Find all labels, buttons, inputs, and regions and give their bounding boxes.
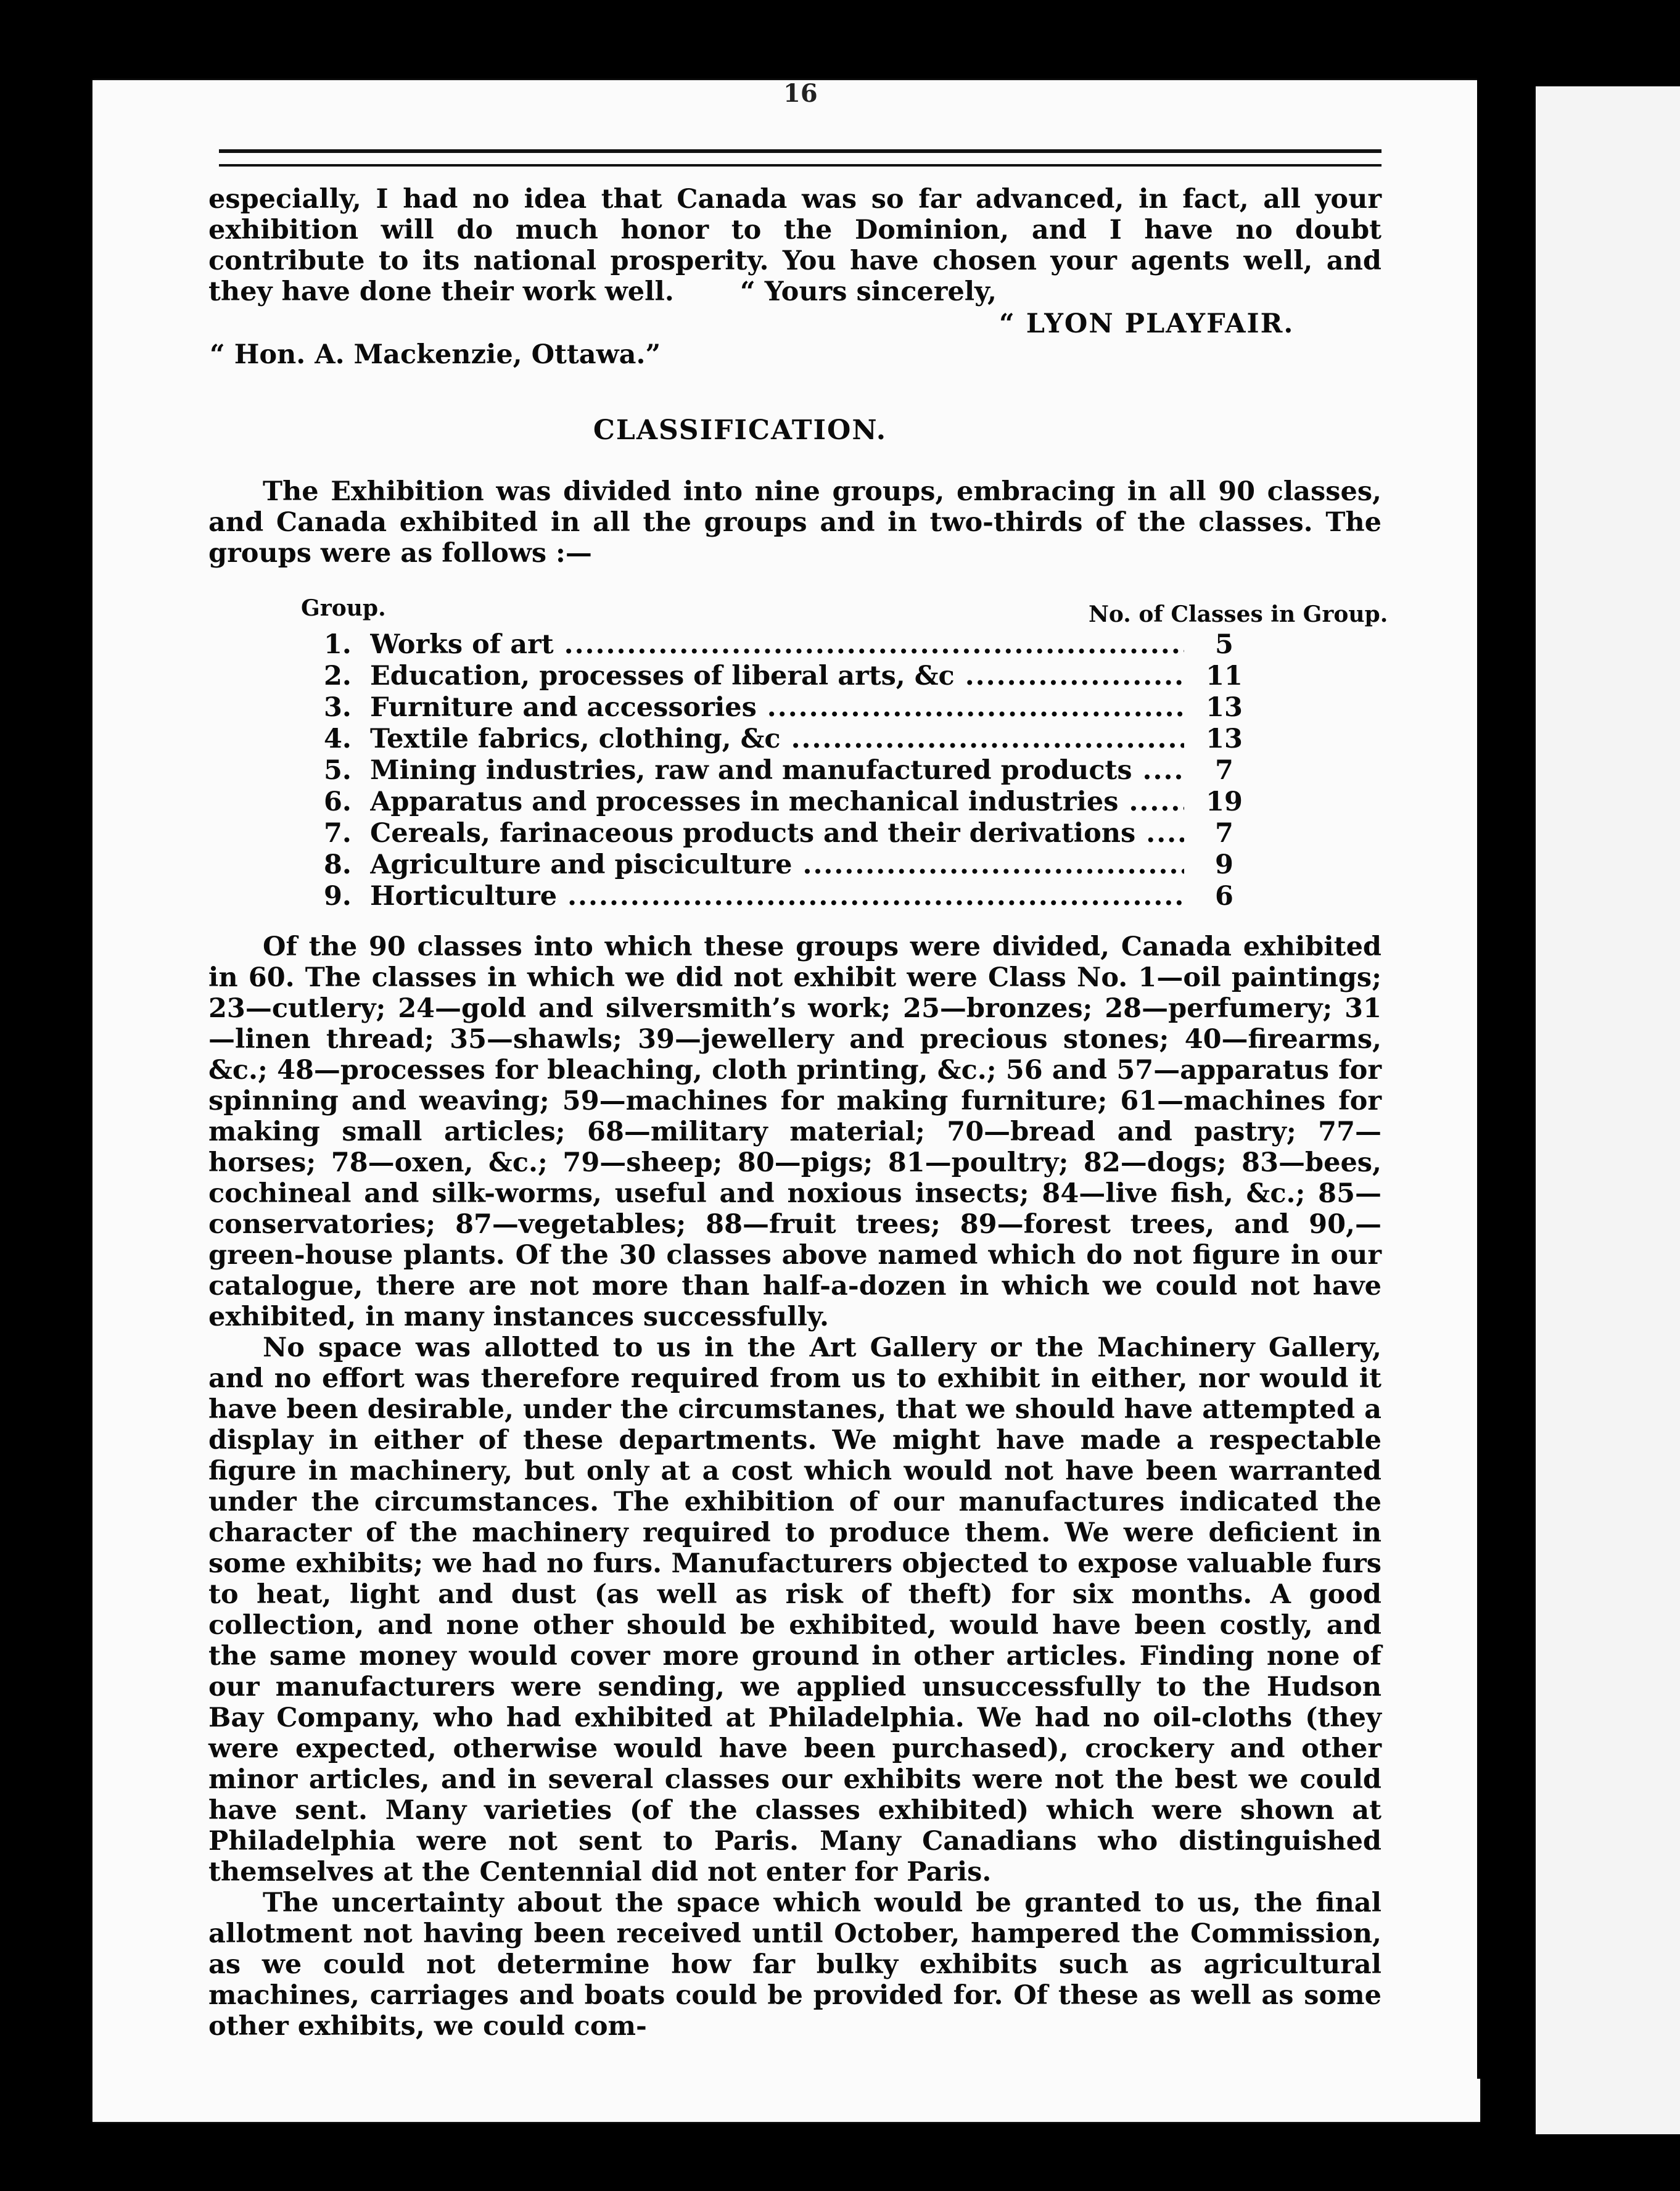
group-row <box>324 724 1261 755</box>
group-class-count: 6 <box>1215 881 1233 912</box>
group-name: Furniture and accessories ..... <box>370 692 1184 723</box>
book-spine <box>1477 68 1502 2079</box>
count-column-header: No. of Classes in Group. <box>1089 601 1388 627</box>
body-text <box>208 931 1381 2042</box>
group-row <box>324 692 1261 724</box>
group-class-count: 11 <box>1206 661 1243 691</box>
paragraph-uncertainty: The uncertainty about the space which would be granted to us, the final allotment not having been received until October, hampered the Commission, as we could not determine how far bulky exhibits such as agricultural machines, carriages and boats could be provided for. Of these as well as some other exhibits, we could com- <box>208 1888 1381 2042</box>
groups-list <box>324 629 1261 912</box>
group-class-count: 13 <box>1206 692 1243 723</box>
section-heading: CLASSIFICATION. <box>593 415 887 446</box>
group-row <box>324 629 1261 661</box>
group-name: Cereals, farinaceous products and their derivations ..... <box>370 818 1184 849</box>
group-class-count: 9 <box>1215 849 1233 880</box>
group-number: 4. <box>324 724 352 754</box>
group-class-count: 7 <box>1215 818 1233 849</box>
group-class-count: 13 <box>1206 724 1243 754</box>
group-number: 8. <box>324 849 352 880</box>
paragraph-classes-not-exhibited: Of the 90 classes into which these groups were divided, Canada exhibited in 60. The classes in which we did not exhibit were Class No. 1—oil paintings; 23—cutlery; 24—gold and silversmith’s work; 25—bronzes; 28—perfumery; 31—linen thread; 35—shawls; 39—jewellery and precious stones; 40—firearms, &c.; 48—processes for bleaching, cloth printing, &c.; 56 and 57—apparatus for spinning and weaving; 59—machines for making furniture; 61—machines for making small articles; 68—military material; 70—bread and pastry; 77—horses; 78—oxen, &c.; 79—sheep; 80—pigs; 81—poultry; 82—dogs; 83—bees, cochineal and silk-worms, useful and noxious insects; 84—live fish, &c.; 85—conservatories; 87—vegetables; 88—fruit trees; 89—forest trees, and 90,—green-house plants. Of the 30 classes above named which do not figure in our catalogue, there are not more than half-a-dozen in which we could not have exhibited, in many instances successfully. <box>208 931 1381 1332</box>
group-row <box>324 786 1261 818</box>
group-name: Education, processes of liberal arts, &c ..... <box>370 661 1184 691</box>
intro-paragraph: The Exhibition was divided into nine groups, embracing in all 90 classes, and Canada exhibited in all the groups and in two-thirds of the classes. The groups were as follows :— <box>208 476 1381 569</box>
group-row <box>324 818 1261 849</box>
group-class-count: 7 <box>1215 755 1233 786</box>
classification-intro <box>208 476 1381 569</box>
group-name: Horticulture ..... <box>370 881 1184 912</box>
group-number: 2. <box>324 661 352 691</box>
group-number: 6. <box>324 786 352 817</box>
group-row <box>324 755 1261 786</box>
group-class-count: 5 <box>1215 629 1233 660</box>
group-class-count: 19 <box>1206 786 1243 817</box>
header-rule <box>219 149 1381 167</box>
letter-addressee: “ Hon. A. Mackenzie, Ottawa.” <box>210 339 661 370</box>
group-name: Apparatus and processes in mechanical industries ..... <box>370 786 1184 817</box>
group-name: Mining industries, raw and manufactured products ..... <box>370 755 1184 786</box>
group-row <box>324 849 1261 881</box>
facing-page-edge <box>1536 86 1680 2134</box>
group-name: Works of art ..... <box>370 629 1184 660</box>
group-name: Textile fabrics, clothing, &c ..... <box>370 724 1184 754</box>
group-number: 7. <box>324 818 352 849</box>
group-column-header: Group. <box>301 595 386 621</box>
letter-signature: “ LYON PLAYFAIR. <box>999 308 1295 339</box>
group-number: 5. <box>324 755 352 786</box>
group-name: Agriculture and pisciculture ..... <box>370 849 1184 880</box>
group-number: 9. <box>324 881 352 912</box>
group-row <box>324 661 1261 692</box>
group-number: 3. <box>324 692 352 723</box>
paragraph-space-allotment: No space was allotted to us in the Art Gallery or the Machinery Gallery, and no effort was therefore required from us to exhibit in either, nor would it have been desirable, under the circumstanes, that we should have attempted a display in either of these departments. We might have made a respectable figure in machinery, but only at a cost which would not have been warranted under the circumstances. The exhibition of our manufactures indicated the character of the machinery required to produce them. We were deficient in some exhibits; we had no furs. Manufacturers objected to expose valuable furs to heat, light and dust (as well as risk of theft) for six months. A good collection, and none other should be exhibited, would have been costly, and the same money would cover more ground in other articles. Finding none of our manufacturers were sending, we applied unsuccessfully to the Hudson Bay Company, who had exhibited at Philadelphia. We had no oil-cloths (they were expected, otherwise would have been purchased), crockery and other minor articles, and in several classes our exhibits were not the best we could have sent. Many varieties (of the classes exhibited) which were shown at Philadelphia were not sent to Paris. Many Canadians who distinguished themselves at the Centennial did not enter for Paris. <box>208 1332 1381 1888</box>
page-number: 16 <box>783 79 818 108</box>
group-row <box>324 881 1261 912</box>
group-number: 1. <box>324 629 352 660</box>
letter-closing: “ Yours sincerely, <box>740 276 997 307</box>
letter-paragraph: especially, I had no idea that Canada was so far advanced, in fact, all your exhibition will do much honor to the Dominion, and I have no doubt contribute to its national prosperity. You have chosen your agents well, and they have done their work well. <box>208 184 1381 307</box>
